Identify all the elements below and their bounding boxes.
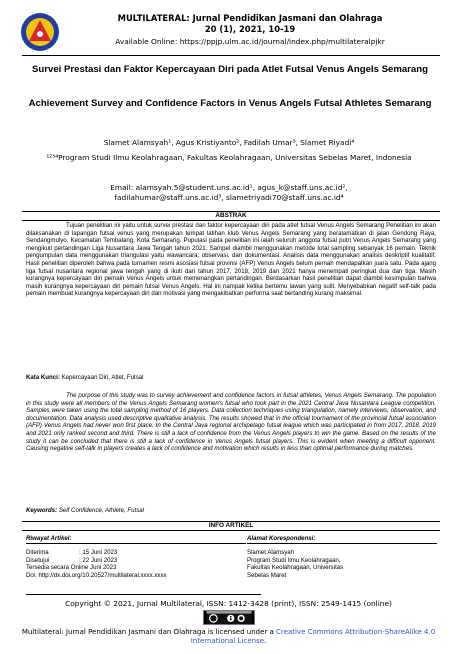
keywords-value-id: Kepercayaan Diri, Atlet, Futsal [61, 374, 144, 381]
corr-line-4: Sebelas Maret [247, 571, 287, 579]
license-prefix: Multilateral: Jurnal Pendidikan Jasmani dan Olahraga is licensed under a [21, 628, 277, 636]
journal-title: MULTILATERAL: Jurnal Pendidikan Jasmani dan Olahraga [117, 13, 383, 23]
abstract-english: The purpose of this study was to survey achievement and confidence factors in futsal athletes, Venus Angels Semarang. The population in this study were all members of the Venus Angels Semarang women's futsal who took part in the 2021 Central Java Nusantara League competition. Samples were taken using the total sampling method of 16 players. Data collection techniques using triangulation, namely interviews, observation, and documentation. Data analysis used descriptive qualitative analysis. The results showed that in the official tournament of the provincial futsal association (AFP) Venus Angels had never won first place. In the Central Java regional archipelago futsal league which was participated in from 2017, 2018, 2019 and 2021 only ranked second and third. There is still a lack of confidence from the Venus Angels players to win the game. Based on the results of the study it can be concluded that there is still a lack of confidence in Venus Angels futsal players. This is evident when meeting a difficult opponent. Causing negative self-talk in players creates a lack of confidence and motivation which results in less than optimal performance during matches. [26, 392, 436, 453]
correspondence [247, 535, 437, 579]
author-emails [22, 183, 436, 203]
affiliation: ¹²³⁴Program Studi Ilmu Keolahragaan, Fakultas Keolahragaan, Universitas Sebelas Maret, Indonesia [46, 153, 412, 162]
correspondence-rule [247, 543, 437, 544]
abstract-heading: ABSTRAK [215, 212, 247, 219]
emails-line-2: fadilahumar@staff.uns.ac.id³, slametriyadi70@staff.uns.ac.id⁴ [114, 193, 344, 202]
info-heading: INFO ARTIKEL [208, 522, 254, 529]
received-row [26, 549, 246, 556]
keywords-value-en: Self Confidence, Athlete, Futsal [58, 507, 144, 514]
abstract-indonesian: Tujuan penelitian ini yaitu untuk survei prestasi dan faktor kepercayaan diri pada atlet futsal Venus Angels Semarang Penelitian ini akan dilaksanakan di lapangan futsal venus yang merupakan tempat latihan klub Venus Angels Semarang yang beralamatkan di jalan Gendong Raya, Sendangmulyo, Kecamatan Tembalang, Kota Semarang. Populasi pada penelitian ini ialah seluruh anggota futsal putri Venus Angels Semarang yang mengikuti pertandingan Liga Nusantara Jawa Tengah tahun 2021. Sampel diambil menggunakan metode total sampling sebanyak 16 pemain. Teknik pengumpulan data menggunakan triangulasi yaitu wawancara, observasi, dan dokumentasi. Analisis data menggunakan analisis deskriptif kualitatif. Hasil penelitian diperoleh bahwa pada turnamen resmi asosiasi futsal provinsi (AFP) Venus Angels belum pernah mendapatkan juara satu. Pada ajang liga futsal nusantara regional jawa tengah yang di ikuti dari tahun 2017, 2018, 2019 dan 2021 hanya menempati peringkat dua dan tiga. Masih kurangnya kepercayaan diri pemain Venus Angels untuk memenangkan pertandingan. Berdasarkan hasil penelitian dapat diambil kesimpulan bahwa masih kurangnya kepercayaan diri pemain futsal Venus Angels. Hal ini nampak ketika bertemu lawan yang sulit. Menyebabkan negatif self-talk pada pemain membuat kurangnya kepercayaan diri dan motivasi yang mengakibatkan performa saat bertanding kurang maksimal. [26, 222, 436, 298]
history-title: Riwayat Artikel: [26, 535, 72, 542]
article-title-english: Achievement Survey and Confidence Factors in Venus Angels Futsal Athletes Semarang [28, 98, 432, 109]
info-end-rule [26, 594, 261, 595]
accepted-row [26, 557, 246, 564]
history-rule [26, 543, 246, 544]
copyright-notice: Copyright © 2021, Jurnal Multilateral, ISSN: 1412-3428 (print), ISSN: 2549-1415 (online) [65, 599, 392, 608]
license-suffix: . [264, 637, 267, 645]
author-list: Slamet Alamsyah¹, Agus Kristiyanto², Fadilah Umar³, Slamet Riyadi⁴ [103, 138, 355, 147]
cc-by-sa-badge-icon[interactable] [203, 610, 255, 625]
keywords-label-en: Keywords: [26, 507, 58, 514]
license-link[interactable]: Creative Commons Attribution-ShareAlike 4.0 International License [190, 628, 436, 645]
available-online[interactable]: Available Online: https://ppjp.ulm.ac.id/journal/index.php/multilateralpjkr [115, 37, 385, 46]
article-title-indonesian: Survei Prestasi dan Faktor Kepercayaan Diri pada Atlet Futsal Venus Angels Semarang [32, 64, 428, 75]
doi-link[interactable]: Doi: http://dx.doi.org/10.20527/multilateral.xxxx.xxxx [26, 571, 167, 579]
header-divider [22, 55, 440, 56]
online-date: Tersedia secara Online Juni 2023 [26, 564, 117, 572]
corr-name: Slamet Alamsyah [247, 549, 295, 557]
keywords-label-id: Kata Kunci: [26, 374, 60, 381]
keywords-english [26, 507, 436, 515]
received-label: Diterima [26, 549, 49, 557]
accepted-value: : 22 Juni 2023 [79, 556, 118, 564]
journal-logo [20, 12, 60, 52]
emails-line-1: Email: alamsyah.5@student.uns.ac.id¹, agus_k@staff.uns.ac.id², [110, 183, 348, 192]
received-value: : 15 Juni 2023 [79, 549, 118, 557]
accepted-label: Disetujui [26, 556, 50, 564]
correspondence-title: Alamat Korespondensi: [247, 535, 316, 542]
abstract-bottom-rule [22, 220, 440, 221]
info-bottom-rule [22, 530, 440, 531]
license-notice [10, 628, 447, 646]
corr-line-3: Fakultas Keolahragaan, Universitas [247, 564, 344, 572]
volume-info: 20 (1), 2021, 10-19 [204, 24, 296, 34]
keywords-indonesian [26, 374, 436, 382]
corr-line-2: Program Studi Ilmu Keolahragaan, [247, 556, 341, 564]
article-history [26, 535, 246, 579]
